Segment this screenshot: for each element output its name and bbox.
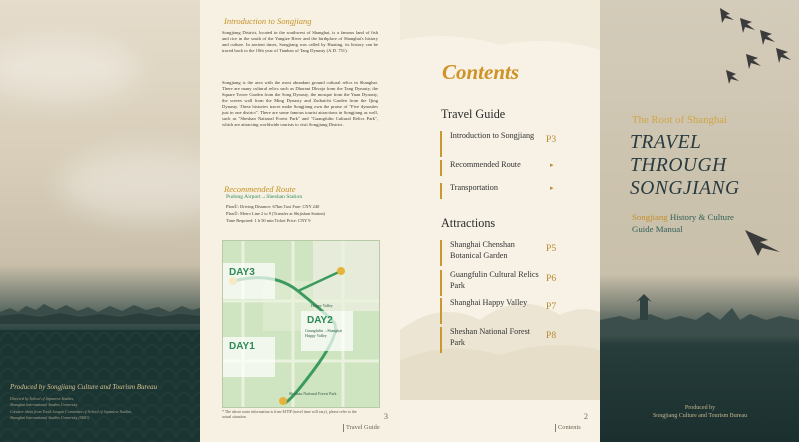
panel-back-cover (0, 0, 200, 442)
toc-label: Introduction to Songjiang (450, 131, 535, 140)
route-map (222, 240, 380, 408)
pagoda-skyline-illustration (600, 290, 799, 334)
credit-line: Shanghai International Studies University (10, 401, 78, 407)
toc-page: P3 (546, 134, 557, 145)
toc-item-route[interactable] (440, 160, 592, 176)
credits-block (10, 383, 190, 420)
route-plan-2: Plan②: Metro Line 2 to 9 (Transfer at Shijishan Station) (226, 211, 326, 216)
route-map-drawing (223, 241, 379, 407)
toc-item-introduction[interactable] (440, 131, 592, 157)
toc-item-transportation[interactable] (440, 183, 592, 199)
toc-label: Guangfulin Cultural Relics Park (450, 270, 539, 290)
produced-by-block (630, 404, 770, 420)
toc-label: Shanghai Happy Valley (450, 298, 528, 307)
toc-label: Sheshan National Forest Park (450, 327, 531, 347)
toc-page: P8 (546, 330, 557, 341)
day2-label: DAY2 (307, 315, 333, 326)
page-number: 3 (384, 412, 388, 421)
arrow-icon: ▸ (550, 161, 554, 169)
page-number: 2 (584, 412, 588, 421)
page-label: Travel Guide (346, 424, 380, 431)
cover-title-line-3: SONGJIANG (630, 178, 740, 199)
intro-heading: Introduction to Songjiang (224, 16, 312, 26)
mist-decoration (60, 150, 200, 220)
route-note: * The above route information is from MTIP (travel time will vary), please refer to the actual situation. (222, 410, 357, 419)
happy-valley-label: Happy Valley (311, 303, 333, 308)
cover-subtitle (632, 212, 734, 222)
subtitle-accent: Songjiang (632, 212, 668, 222)
crane-icon (746, 54, 761, 69)
crane-icon (720, 8, 734, 23)
arrow-icon: ▸ (550, 184, 554, 192)
page-label-divider (343, 424, 345, 432)
credit-line: Directed by School of Japanese Studies, (10, 396, 75, 401)
route-plan-1: Plan①: Driving Distance: 67km Taxi Fare: CNY 240 (226, 204, 320, 209)
day3-label: DAY3 (229, 267, 255, 278)
cover-title-line-2: THROUGH (630, 155, 727, 176)
produced-by-org: Songjiang Culture and Tourism Bureau (652, 413, 748, 419)
route-time: Time Required: 1 h 50 min Ticket Price: CNY 9 (226, 218, 311, 223)
route-summary: Pudong Airport→Sheshan Station (226, 194, 303, 200)
cover-subtitle-line-2: Guide Manual (632, 224, 683, 234)
produced-by-label: Produced by (684, 405, 716, 411)
toc-page: P7 (546, 301, 557, 312)
contents-title: Contents (442, 60, 520, 84)
toc-item-happy-valley[interactable] (440, 298, 592, 324)
crane-flying-icon (740, 220, 790, 260)
sheshan-label: Sheshan National Forest Park (289, 391, 337, 396)
toc-label: Recommended Route (450, 160, 521, 169)
root-of-shanghai-title: The Root of Shanghai (632, 114, 728, 126)
day2-subtitle: Guangfulin→Shanghai Happy Valley (305, 328, 343, 338)
crane-icon (740, 18, 755, 33)
attractions-heading: Attractions (441, 216, 496, 230)
crane-icon (776, 48, 791, 63)
credit-line: Creative ideas from Tooth League Committee of School of Japanese Studies, (10, 409, 133, 414)
page-label: Contents (558, 424, 581, 431)
toc-item-sheshan[interactable] (440, 327, 592, 353)
crane-icon (726, 70, 739, 84)
day1-label: DAY1 (229, 341, 255, 352)
toc-label: Transportation (450, 183, 498, 192)
travel-guide-heading: Travel Guide (441, 107, 506, 121)
toc-page: P5 (546, 243, 557, 254)
toc-item-chenshan[interactable] (440, 240, 592, 266)
intro-paragraph: Songjiang is the area with the most abundant ground cultural relics in Shanghai. There are many cultural relics such as Dharani Dhvaja from the Tang Dynasty, the Square Tower Garden from the Song Dynasty, the mosque from the Yuan Dynasty, the screen wall from the Ming Dynasty and Zuibaichi Garden from the Qing Dynasty. These histories traces make Songjiang own the praise of "Five dynasties just in one district". There are some famous tourist attractions in Songjiang as well, such as "Sheshan National Forest Park" and "Guangfulin Cultural Relics Park", which are attracting worldwide tourists to visit Songjiang District. (222, 80, 378, 127)
cranes-illustration (600, 0, 799, 90)
toc-item-guangfulin[interactable] (440, 270, 592, 296)
panel-travel-guide (200, 0, 400, 442)
crane-icon (760, 30, 775, 45)
cover-title-line-1: TRAVEL (630, 132, 702, 153)
intro-paragraph: Songjiang District, located in the southwest of Shanghai, is a famous land of fish and rice in the south of the Yangtze River and the birthplace of Shanghai's history and culture. In ancient times, Songjiang was called by Huating, its history can be traced back to the 10th year of Tianbao of Tang Dynasty (A.D. 751). (222, 30, 378, 53)
credit-line: Shanghai International Studies University (SISU) (10, 414, 90, 420)
panel-front-cover (600, 0, 799, 442)
mist-decoration (0, 40, 140, 100)
produced-by-title: Produced by Songjiang Culture and Tourism Bureau (10, 383, 158, 391)
toc-label: Shanghai Chenshan Botanical Garden (450, 240, 515, 260)
rooftops-illustration (0, 290, 200, 324)
toc-page: P6 (546, 273, 557, 284)
route-heading: Recommended Route (224, 184, 296, 194)
panel-contents (400, 0, 600, 442)
page-label-divider (555, 424, 557, 432)
subtitle-rest: History & Culture (667, 212, 734, 222)
